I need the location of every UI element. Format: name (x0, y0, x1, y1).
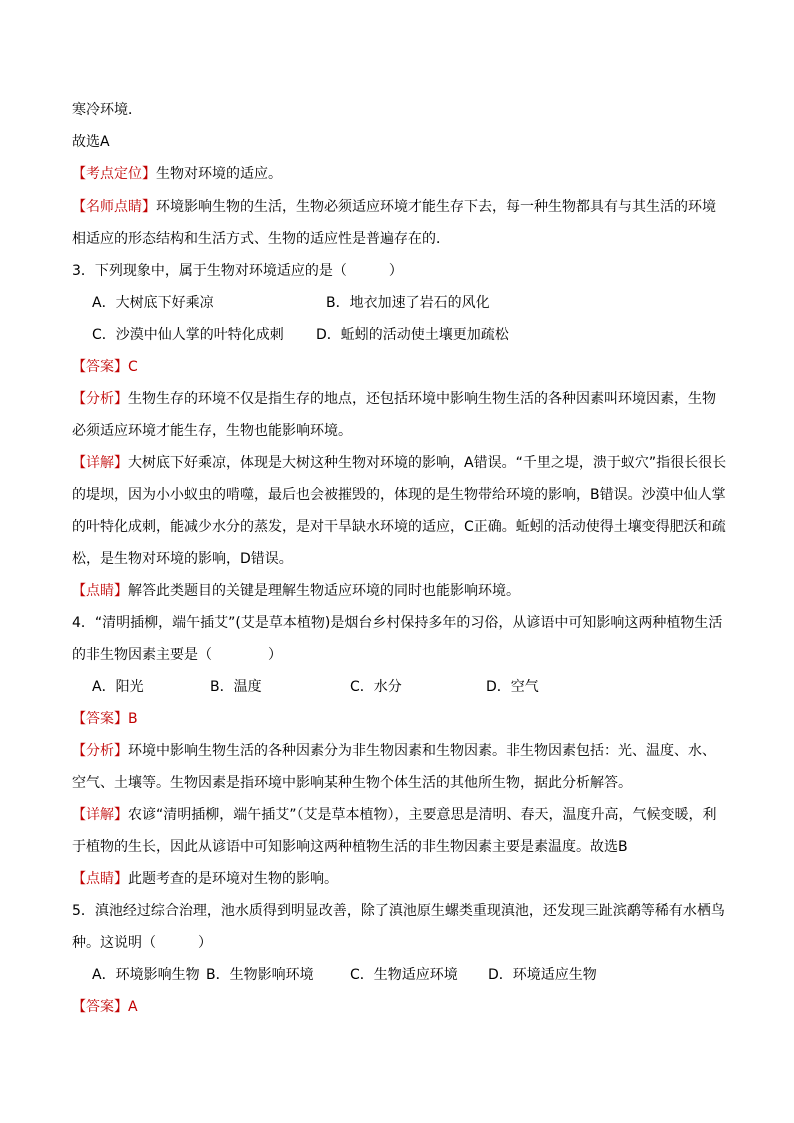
option-c: C．水分 (350, 679, 402, 695)
option-b: B．地衣加速了岩石的风化 (326, 295, 490, 311)
text-line: 松，是生物对环境的影响，D错误。 (72, 551, 293, 567)
text-line: 的非生物因素主要是（ ） (72, 647, 282, 663)
answer-value: C (128, 359, 138, 375)
analysis-label: 【分析】 (72, 743, 128, 759)
answer-line (72, 357, 138, 377)
question-3-stem: 3．下列现象中，属于生物对环境适应的是（ ） (72, 263, 403, 279)
text-line: 故选A (72, 134, 110, 150)
answer-label: 【答案】 (72, 359, 128, 375)
analysis-line: 【分析】环境中影响生物生活的各种因素分为非生物因素和生物因素。非生物因素包括：光、温度、水、 (72, 743, 716, 759)
answer-value: A (128, 999, 138, 1015)
explanation-label: 【详解】 (72, 455, 128, 471)
explanation-line: 【详解】农谚“清明插柳，端午插艾”（艾是草本植物），主要意思是清明、春天，温度升高，气候变暖，利 (72, 807, 717, 823)
option-d: D．空气 (486, 679, 539, 695)
answer-label: 【答案】 (72, 711, 128, 727)
question-5-stem: 5．滇池经过综合治理，池水质得到明显改善，除了滇池原生螺类重现滇池，还发现三趾滨鹬等稀有水栖鸟 (72, 903, 725, 919)
option-c: C．沙漠中仙人掌的叶特化成刺 (92, 327, 284, 343)
question-5-options (92, 965, 597, 985)
tip-label: 【点睛】 (72, 871, 128, 887)
mingshi-label: 【名师点睛】 (72, 199, 156, 215)
question-4-stem: 4．“清明插柳，端午插艾”(艾是草本植物)是烟台乡村保持多年的习俗，从谚语中可知影响这两种植物生活 (72, 615, 723, 631)
tip-line: 【点睛】解答此类题目的关键是理解生物适应环境的同时也能影响环境。 (72, 583, 520, 599)
kaodian-line: 【考点定位】生物对环境的适应。 (72, 166, 282, 182)
option-a: A．阳光 (92, 679, 144, 695)
option-d: D．环境适应生物 (488, 967, 597, 983)
mingshi-line: 【名师点睛】环境影响生物的生活，生物必须适应环境才能生存下去，每一种生物都具有与其生活的环境 (72, 199, 716, 215)
option-b: B．温度 (210, 679, 262, 695)
option-c: C．生物适应环境 (350, 967, 458, 983)
option-a: A．环境影响生物 (92, 967, 200, 983)
text-line: 空气、土壤等。生物因素是指环境中影响某种生物个体生活的其他所生物，据此分析解答。 (72, 775, 632, 791)
question-4-options (92, 677, 539, 697)
text-line: 的堤坝，因为小小蚁虫的啃噬，最后也会被摧毁的，体现的是生物带给环境的影响，B错误。沙漠中仙人掌 (72, 487, 726, 503)
analysis-label: 【分析】 (72, 391, 128, 407)
answer-label: 【答案】 (72, 999, 128, 1015)
analysis-line: 【分析】生物生存的环境不仅是指生存的地点，还包括环境中影响生物生活的各种因素叫环境因素，生物 (72, 391, 716, 407)
kaodian-label: 【考点定位】 (72, 166, 156, 182)
option-a: A．大树底下好乘凉 (92, 295, 214, 311)
option-b: B．生物影响环境 (206, 967, 314, 983)
question-3-options-row1 (92, 293, 490, 313)
text-line: 种。这说明（ ） (72, 935, 212, 951)
answer-value: B (128, 711, 138, 727)
text-line: 的叶特化成刺，能减少水分的蒸发，是对干旱缺水环境的适应，C正确。蚯蚓的活动使得土壤变得肥沃和疏 (72, 519, 726, 535)
answer-line (72, 709, 138, 729)
explanation-label: 【详解】 (72, 807, 128, 823)
text-line: 于植物的生长，因此从谚语中可知影响这两种植物生活的非生物因素主要是素温度。故选B (72, 839, 628, 855)
explanation-line: 【详解】大树底下好乘凉，体现是大树这种生物对环境的影响，A错误。“千里之堤，溃于蚁穴”指很长很长 (72, 455, 727, 471)
text-line: 必须适应环境才能生存，生物也能影响环境。 (72, 423, 352, 439)
tip-label: 【点睛】 (72, 583, 128, 599)
option-d: D．蚯蚓的活动使土壤更加疏松 (316, 327, 509, 343)
answer-line (72, 997, 138, 1017)
tip-line: 【点睛】此题考查的是环境对生物的影响。 (72, 871, 338, 887)
question-3-options-row2 (92, 325, 509, 345)
text-line: 相适应的形态结构和生活方式、生物的适应性是普遍存在的． (72, 231, 450, 247)
text-line: 寒冷环境． (72, 102, 142, 118)
